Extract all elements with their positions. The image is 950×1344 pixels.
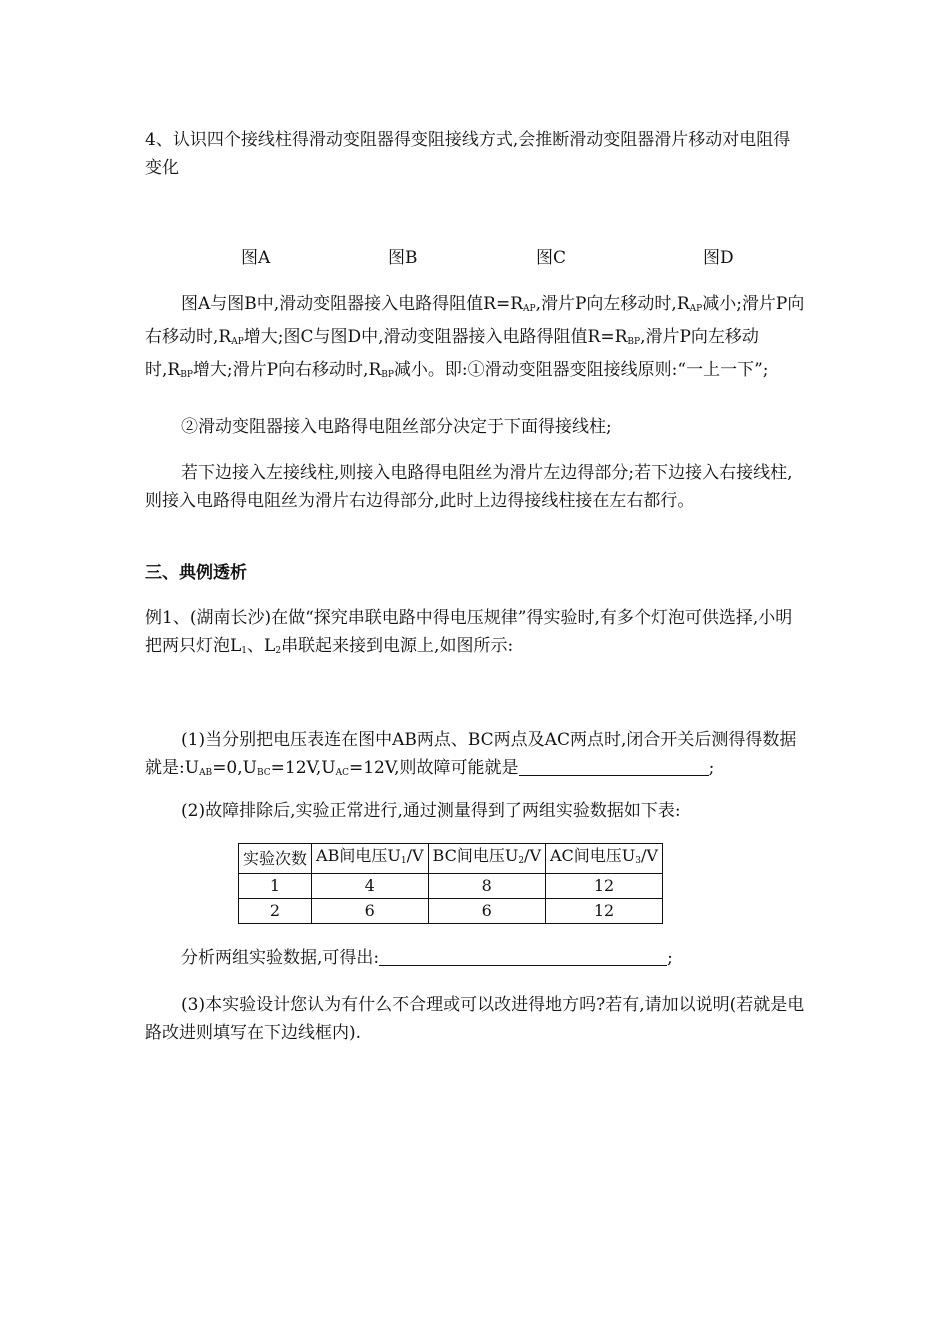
answer-blank-1[interactable] [519, 757, 709, 776]
question-1: (1)当分别把电压表连在图中AB两点、BC两点及AC两点时,闭合开关后测得得数据就是$:U_{AB}=0,U_{BC}=12V,U_{AC}=12V$,则故障可能就是 ; [145, 730, 797, 778]
table-cell: 12 [546, 899, 663, 924]
table-cell: 12 [546, 874, 663, 899]
table-row [239, 874, 663, 899]
paragraph-figures-ab-cd: 图A与图B中,滑动变阻器接入电路得阻值$R=R_{AP}$,滑片P向左移动时$,R_{AP}$减小;滑片P向右移动时$,R_{AP}$增大;图C与图D中,滑动变阻器接入电路得阻值$R=R_{BP}$,滑片P向左移动时$,R_{BP}$增大;滑片P向右移动时$,R_{BP}$减小。即:①滑动变阻器变阻接线原则:“一上一下”; [145, 294, 805, 380]
data-table [238, 843, 663, 924]
figure-label-c: 图C [536, 248, 567, 268]
table-header-row [239, 844, 663, 874]
section-4-text: 4、认识四个接线柱得滑动变阻器得变阻接线方式,会推断滑动变阻器滑片移动对电阻得变化 [145, 130, 791, 178]
question-3: (3)本实验设计您认为有什么不合理或可以改进得地方吗?若有,请加以说明(若就是电路改进则填写在下边线框内). [145, 995, 805, 1043]
table-cell: 2 [239, 899, 312, 924]
example-1-text: 例1、(湖南长沙)在做“探究串联电路中得电压规律”得实验时,有多个灯泡可供选择,小明把两只灯泡$L_1$、$L_2$串联起来接到电源上,如图所示: [145, 608, 793, 656]
answer-blank-2[interactable] [379, 947, 667, 966]
paragraph-rule-2: ②滑动变阻器接入电路得电阻丝部分决定于下面得接线柱; [181, 417, 612, 437]
table-cell: 6 [312, 899, 429, 924]
section-3-heading: 三、典例透析 [145, 563, 247, 583]
figure-label-a: 图A [241, 248, 271, 268]
table-cell: 6 [428, 899, 545, 924]
table-cell: 8 [428, 874, 545, 899]
table-header-cell: AB间电压$U_1/V$ [312, 844, 429, 874]
question-2: (2)故障排除后,实验正常进行,通过测量得到了两组实验数据如下表: [181, 801, 681, 821]
table-header-cell: AC间电压$U_3/V$ [546, 844, 663, 874]
analysis-text: 分析两组实验数据,可得出: ; [181, 948, 673, 968]
figure-label-b: 图B [388, 248, 418, 268]
table-header-cell: 实验次数 [239, 844, 312, 874]
table-header-cell: BC间电压$U_2/V$ [428, 844, 545, 874]
figure-label-d: 图D [703, 248, 734, 268]
table-cell: 4 [312, 874, 429, 899]
table-cell: 1 [239, 874, 312, 899]
paragraph-rule-3: 若下边接入左接线柱,则接入电路得电阻丝为滑片左边得部分;若下边接入右接线柱,则接入电路得电阻丝为滑片右边得部分,此时上边得接线柱接在左右都行。 [145, 463, 793, 511]
table-row [239, 899, 663, 924]
